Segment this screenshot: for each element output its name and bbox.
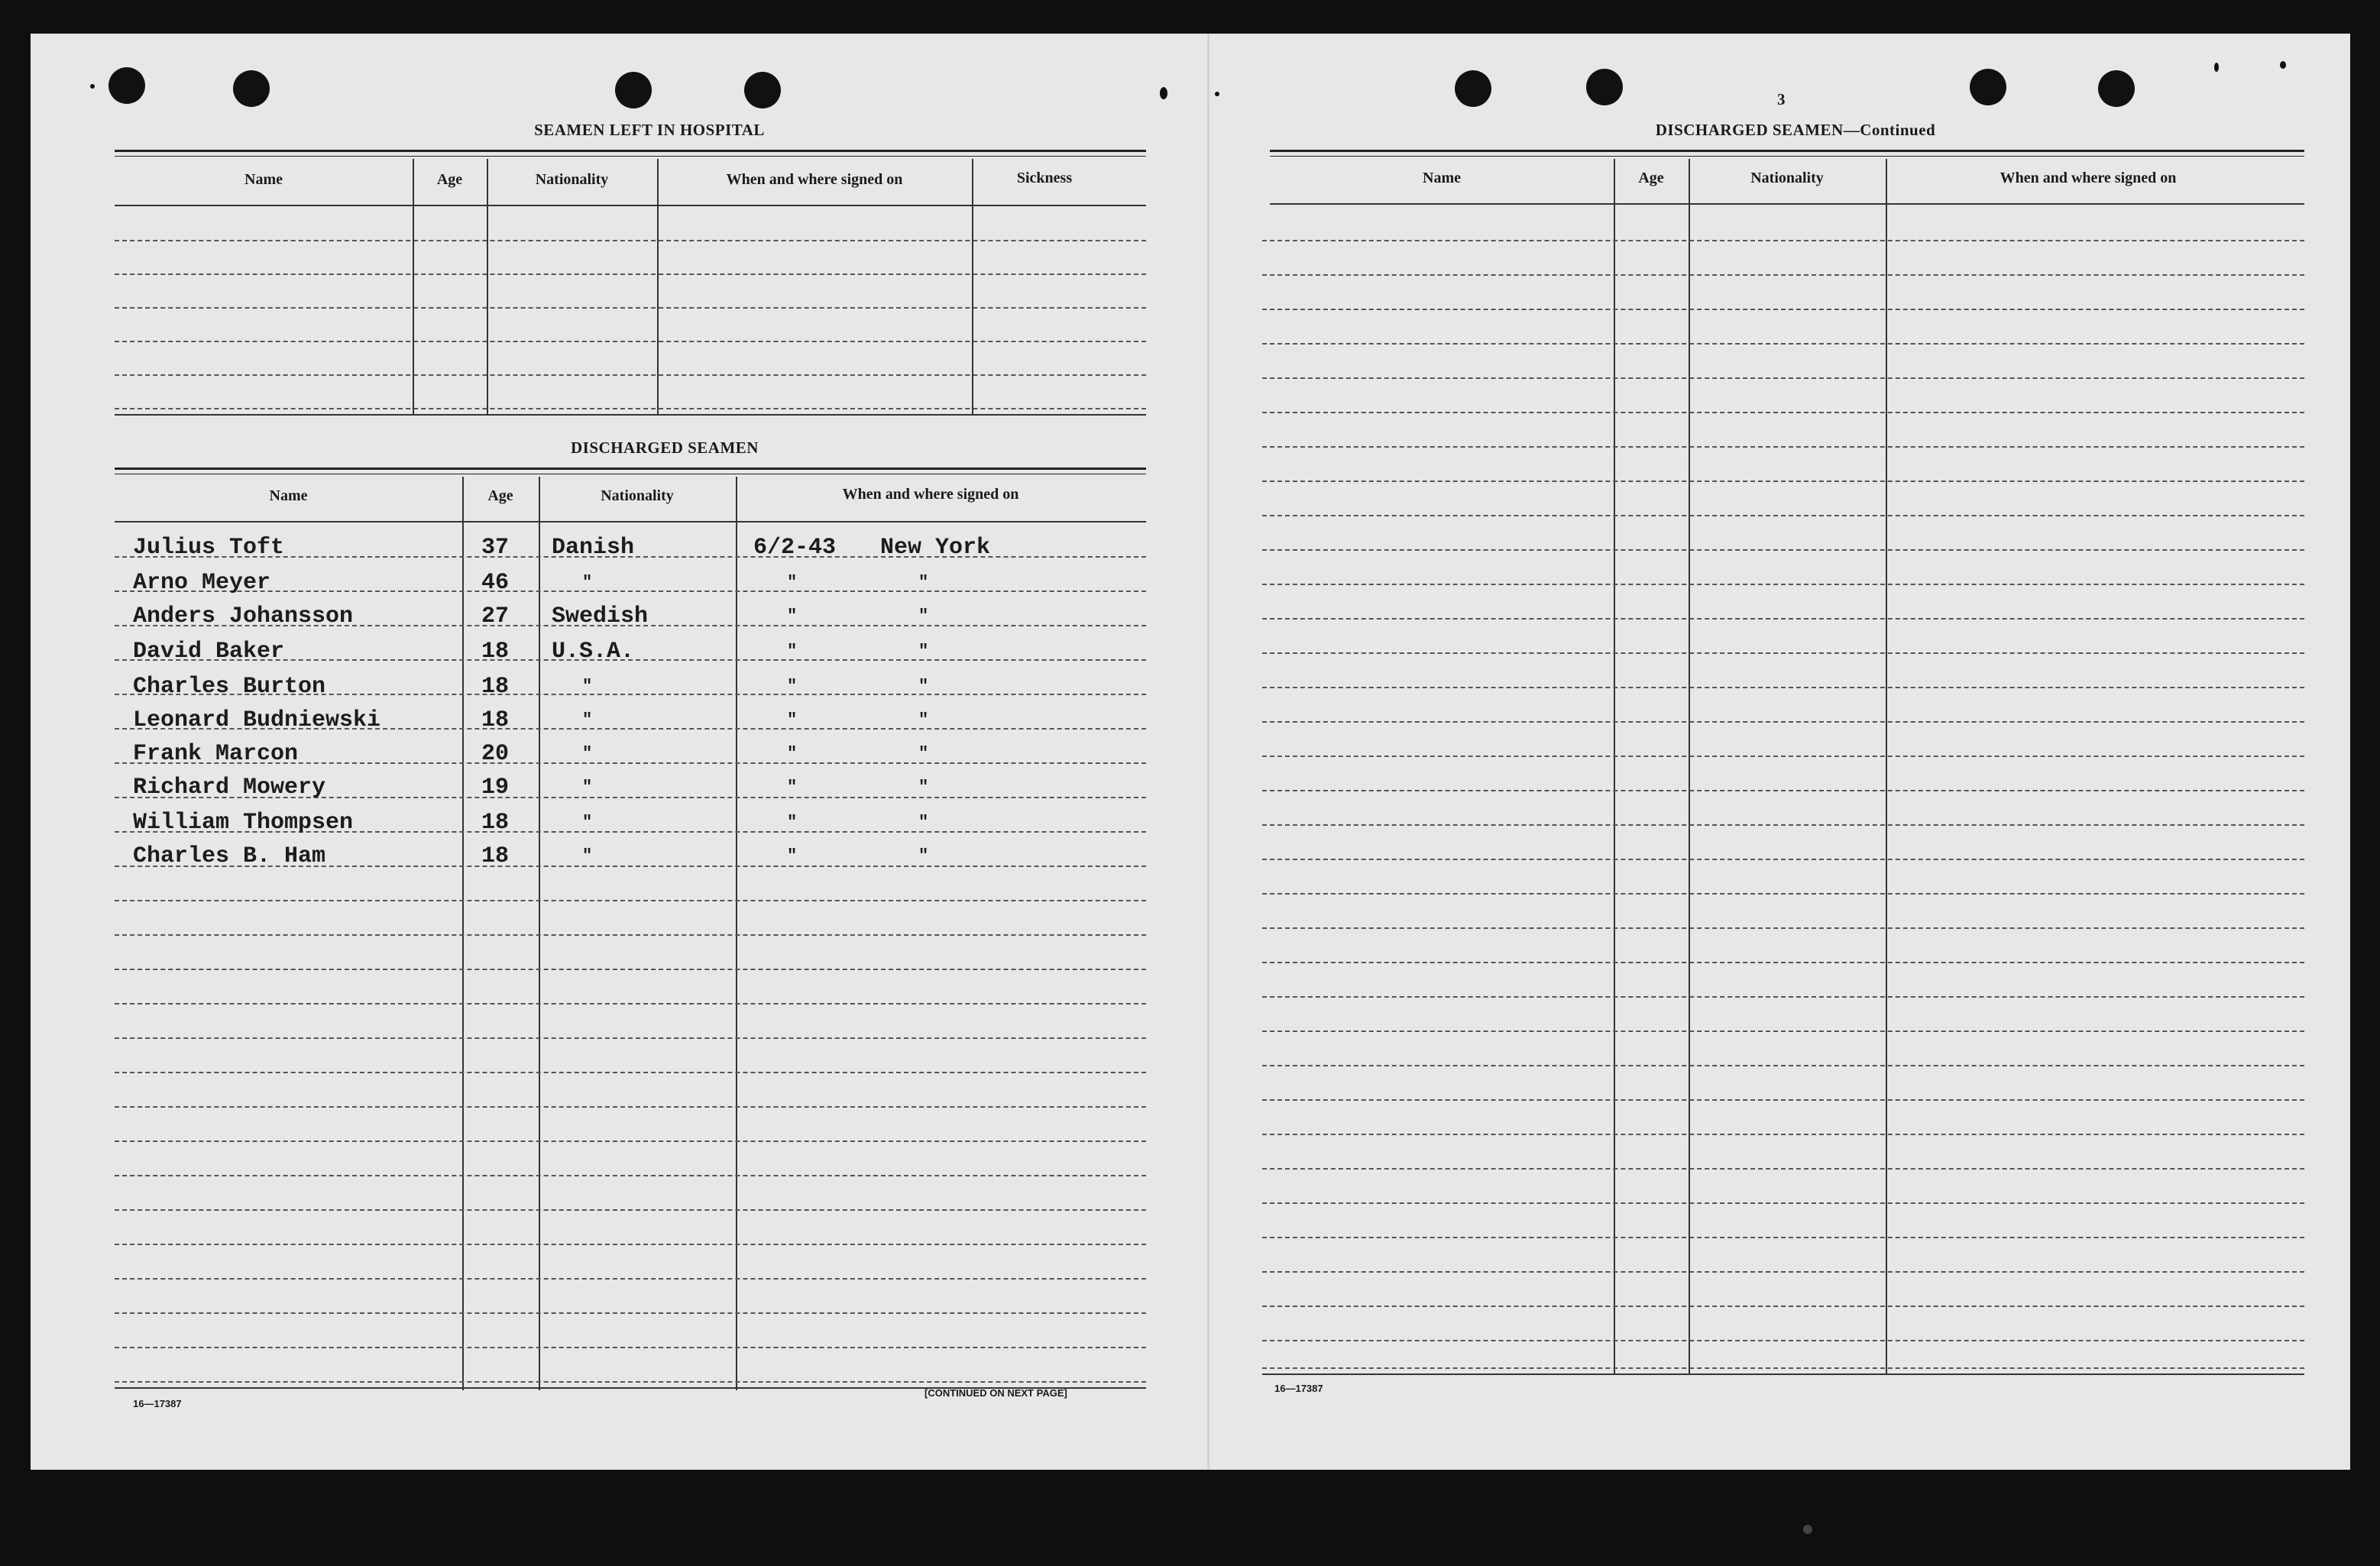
seaman-date: " <box>787 677 798 696</box>
seaman-name: Richard Mowery <box>133 775 326 801</box>
seaman-nationality: Swedish <box>552 603 649 629</box>
seaman-nationality: " <box>582 710 593 730</box>
hospital-title: SEAMEN LEFT IN HOSPITAL <box>534 121 765 139</box>
seaman-date: " <box>787 744 798 763</box>
seaman-name: Charles B. Ham <box>133 843 326 869</box>
seaman-age: 46 <box>481 570 510 596</box>
punch-hole <box>1586 69 1623 105</box>
seaman-date: " <box>787 813 798 832</box>
form-number: 16—17387 <box>133 1398 182 1409</box>
seaman-nationality: " <box>582 778 593 797</box>
hospital-col-age: Age <box>436 171 463 188</box>
ledger-sheet <box>31 34 2350 1470</box>
right-col-nationality: Nationality <box>1750 170 1824 186</box>
hospital-col-when-where: When and where signed on <box>726 171 903 188</box>
seaman-place: " <box>918 744 929 763</box>
seaman-place: " <box>918 846 929 866</box>
seaman-nationality: " <box>582 573 593 592</box>
hospital-col-sickness: Sickness <box>1016 170 1073 186</box>
seaman-nationality: " <box>582 813 593 832</box>
seaman-nationality: U.S.A. <box>552 639 635 665</box>
hospital-col-name: Name <box>244 171 283 188</box>
punch-hole <box>615 72 652 108</box>
discharged-col-age: Age <box>487 487 513 504</box>
discharged-continued-title: DISCHARGED SEAMEN—Continued <box>1655 121 1936 139</box>
seaman-place: " <box>918 677 929 696</box>
seaman-age: 27 <box>481 603 510 629</box>
seaman-nationality: " <box>582 846 593 866</box>
seaman-name: William Thompsen <box>133 810 354 836</box>
punch-hole <box>1455 70 1491 107</box>
seaman-place: " <box>918 573 929 592</box>
seaman-nationality: " <box>582 744 593 763</box>
punch-hole <box>2098 70 2135 107</box>
seaman-name: Julius Toft <box>133 535 285 561</box>
form-number-right: 16—17387 <box>1274 1383 1323 1394</box>
seaman-age: 18 <box>481 674 510 700</box>
seaman-place: New York <box>880 535 991 561</box>
seaman-date: " <box>787 607 798 626</box>
seaman-place: " <box>918 607 929 626</box>
seaman-age: 18 <box>481 639 510 665</box>
seaman-name: Anders Johansson <box>133 603 354 629</box>
punch-hole <box>744 72 781 108</box>
punch-hole <box>108 67 145 104</box>
seaman-place: " <box>918 778 929 797</box>
seaman-date: " <box>787 573 798 592</box>
seaman-age: 37 <box>481 535 510 561</box>
seaman-age: 20 <box>481 741 510 767</box>
seaman-place: " <box>918 813 929 832</box>
seaman-date: " <box>787 778 798 797</box>
seaman-date: " <box>787 642 798 661</box>
hospital-col-nationality: Nationality <box>535 171 609 188</box>
seaman-name: Leonard Budniewski <box>133 707 381 733</box>
punch-hole <box>233 70 270 107</box>
seaman-name: Frank Marcon <box>133 741 299 767</box>
seaman-name: David Baker <box>133 639 285 665</box>
seaman-age: 18 <box>481 810 510 836</box>
right-col-age: Age <box>1638 170 1664 186</box>
seaman-age: 18 <box>481 707 510 733</box>
discharged-title: DISCHARGED SEAMEN <box>571 438 759 457</box>
seaman-place: " <box>918 710 929 730</box>
seaman-date: " <box>787 846 798 866</box>
seaman-name: Charles Burton <box>133 674 326 700</box>
seaman-nationality: " <box>582 677 593 696</box>
seaman-date: " <box>787 710 798 730</box>
seaman-date: 6/2-43 <box>753 535 837 561</box>
punch-hole <box>1970 69 2006 105</box>
seaman-age: 19 <box>481 775 510 801</box>
discharged-col-when-where: When and where signed on <box>842 486 1019 503</box>
right-col-when-where: When and where signed on <box>2000 170 2177 186</box>
discharged-col-name: Name <box>269 487 308 504</box>
continued-note: [CONTINUED ON NEXT PAGE] <box>924 1387 1067 1399</box>
page-fold <box>1207 34 1209 1470</box>
page-number: 3 <box>1777 90 1786 108</box>
seaman-nationality: Danish <box>552 535 635 561</box>
seaman-age: 18 <box>481 843 510 869</box>
discharged-col-nationality: Nationality <box>601 487 674 504</box>
right-col-name: Name <box>1423 170 1461 186</box>
seaman-place: " <box>918 642 929 661</box>
seaman-name: Arno Meyer <box>133 570 271 596</box>
